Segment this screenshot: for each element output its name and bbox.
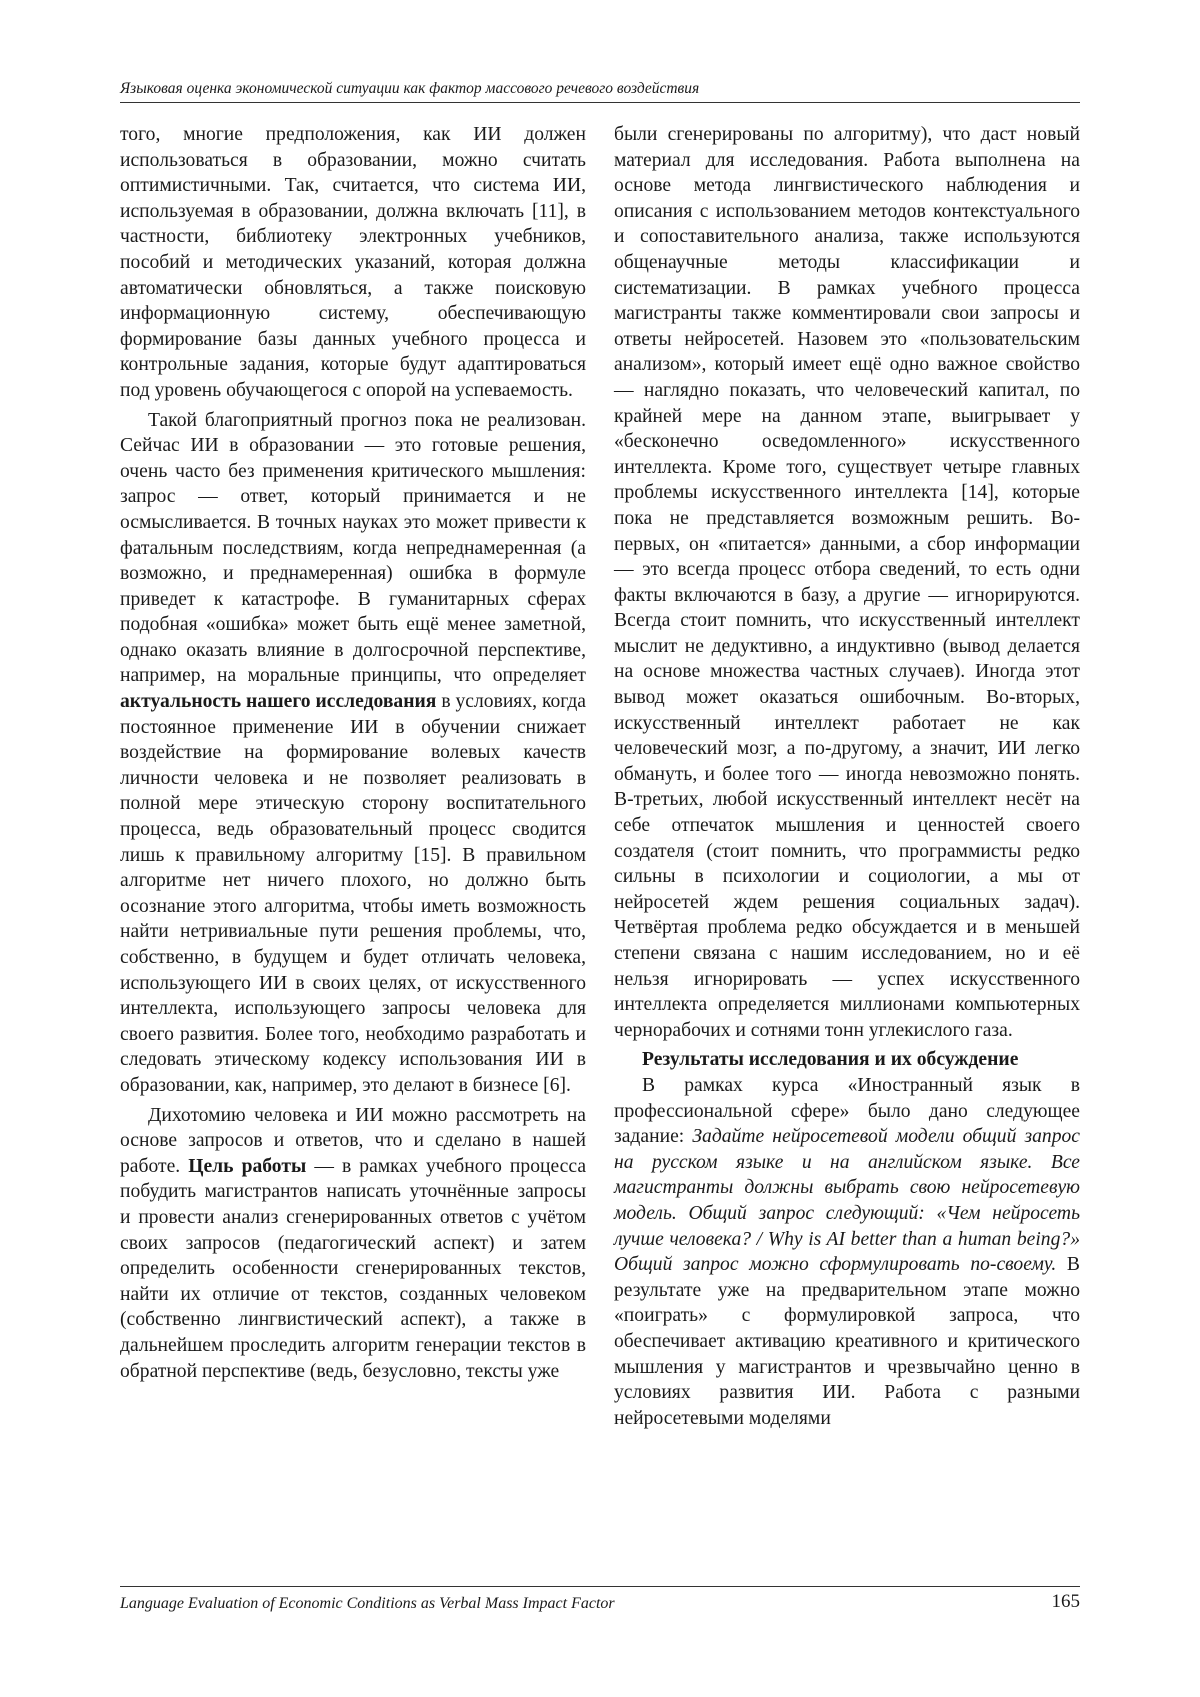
- paragraph: были сгенерированы по алгоритму), что даст новый материал для исследования. Работа выполнена на основе метода лингвистического наблюдения и описания с использованием методов контекстуального и сопоставительного анализа, также используются общенаучные методы классификации и систематизации. В рамках учебного процесса магистранты также комментировали свои запросы и ответы нейросетей. Назовем это «пользовательским анализом», который имеет ещё одно важное свойство — наглядно показать, что человеческий капитал, по крайней мере на данном этапе, выигрывает у «бесконечно осведомленного» искусственного интеллекта. Кроме того, существует четыре главных проблемы искусственного интеллекта [14], которые пока не представляется возможным решить. Во-первых, он «питается» данными, а сбор информации — это всегда процесс отбора сведений, то есть одни факты включаются в базу, а другие — игнорируются. Всегда стоит помнить, что искусственный интеллект мыслит не дедуктивно, а индуктивно (вывод делается на основе множества частных случаев). Иногда этот вывод может оказаться ошибочным. Во-вторых, искусственный интеллект работает не как человеческий мозг, а по-другому, а значит, ИИ легко обмануть, и более того — иногда невозможно понять. В-третьих, любой искусственный интеллект несёт на себе отпечаток мышления и ценностей своего создателя (стоит помнить, что программисты редко сильны в психологии и социологии, а мы от нейросетей ждем решения социальных задач). Четвёртая проблема редко обсуждается и в меньшей степени связана с нашим исследованием, но и её нельзя игнорировать — успех искусственного интеллекта определяется миллионами компьютерных чернорабочих и сотнями тонн углекислого газа.: [614, 124, 1080, 1041]
- text-run: В рамках курса «Иностранный язык в профессиональной сфере» было дано следующее задание:: [614, 1074, 1080, 1148]
- italic-task: Задайте нейросетевой модели общий запрос на русском языке и на английском языке. Все магистранты должны выбрать свою нейросетевую модель. Общий запрос следующий: «Чем нейросеть лучше человека? / Why is AI better than a human being?» Общий запрос можно сформулировать по-своему.: [614, 1126, 1080, 1276]
- text-run: Такой благоприятный прогноз пока не реализован. Сейчас ИИ в образовании — это готовые решения, очень часто без применения критического мышления: запрос — ответ, который принимается и не осмысливается. В точных науках это может привести к фатальным последствиям, когда непреднамеренная (а возможно, и преднамеренная) ошибка в формуле приведет к катастрофе. В гуманитарных сферах подобная «ошибка» может быть ещё менее заметной, однако оказать влияние в долгосрочной перспективе, например, на моральные принципы, что определяет: [120, 409, 586, 687]
- paragraph: [120, 408, 586, 1099]
- text-run: — в рамках учебного процесса побудить магистрантов написать уточнённые запросы и провести анализ сгенерированных ответов с учётом своих запросов (педагогический аспект) и затем определить особенности сгенерированных текстов, найти их отличие от текстов, созданных человеком (собственно лингвистический аспект), а также в дальнейшем проследить алгоритм генерации текстов в обратной перспективе (ведь, безусловно, тексты уже: [120, 1155, 587, 1382]
- journal-title: Language Evaluation of Economic Conditions as Verbal Mass Impact Factor: [120, 1595, 615, 1612]
- left-column: [120, 122, 586, 1388]
- paragraph: [120, 1103, 586, 1385]
- paragraph: того, многие предположения, как ИИ должен использоваться в образовании, можно считать оптимистичными. Так, считается, что система ИИ, используемая в образовании, должна включать [11], в частности, библиотеку электронных учебников, пособий и методических указаний, которая должна автоматически обновляться, а также поисковую информационную систему, обеспечивающую формирование базы данных учебного процесса и контрольные задания, которые будут адаптироваться под уровень обучающегося с опорой на успеваемость.: [120, 124, 586, 401]
- right-column: [614, 122, 1080, 1435]
- text-run: В результате уже на предварительном этапе можно «поиграть» с формулировкой запроса, что обеспечивает активацию креативного и критического мышления у магистрантов и чрезвычайно ценно в условиях развития ИИ. Работа с разными нейросетевыми моделями: [614, 1254, 1080, 1429]
- section-heading: Результаты исследования и их обсуждение: [642, 1049, 1019, 1071]
- text-run: Дихотомию человека и ИИ можно рассмотреть на основе запросов и ответов, что и сделано в нашей работе.: [120, 1104, 586, 1177]
- paragraph: [614, 1073, 1080, 1431]
- text-run: в условиях, когда постоянное применение ИИ в обучении снижает воздействие на формирование волевых качеств личности человека и не позволяет реализовать в полной мере этическую сторону воспитательного процесса, ведь образовательный процесс сводится лишь к правильному алгоритму [15]. В правильном алгоритме нет ничего плохого, но должно быть осознание этого алгоритма, чтобы иметь возможность найти нетривиальные пути решения проблемы, что, собственно, в будущем и будет отличать человека, использующего ИИ в своих целях, от искусственного интеллекта, использующего запросы человека для своего развития. Более того, необходимо разработать и следовать этическому кодексу использования ИИ в образовании, как, например, это делают в бизнесе [6].: [120, 691, 586, 1096]
- bold-term: Цель работы: [188, 1155, 307, 1177]
- running-header: [120, 76, 1080, 103]
- bold-term: актуальность нашего исследования: [120, 691, 437, 713]
- page-footer: [120, 1586, 1080, 1617]
- running-title: Языковая оценка экономической ситуации как фактор массового речевого воздействия: [120, 80, 700, 97]
- page-number: 165: [1051, 1591, 1080, 1612]
